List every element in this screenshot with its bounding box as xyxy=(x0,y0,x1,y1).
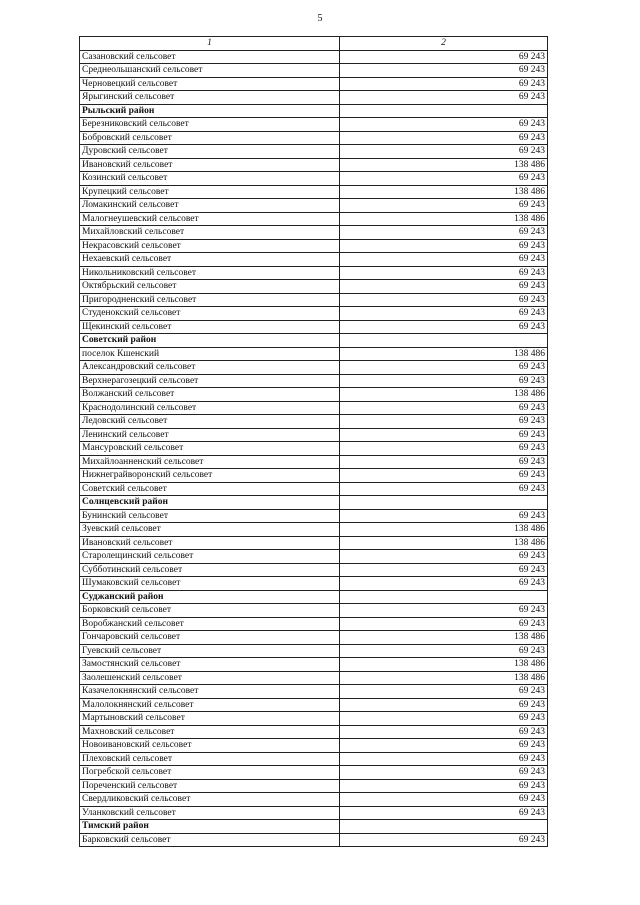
amount-cell: 138 486 xyxy=(340,158,548,172)
table-row xyxy=(80,50,548,64)
amount-cell xyxy=(340,334,548,348)
amount-cell: 138 486 xyxy=(340,536,548,550)
table-row xyxy=(80,428,548,442)
table-row xyxy=(80,631,548,645)
table-row xyxy=(80,469,548,483)
municipality-name: Уланковский сельсовет xyxy=(80,806,340,820)
amount-cell: 69 243 xyxy=(340,118,548,132)
district-name: Рыльский район xyxy=(80,104,340,118)
municipality-name: Волжанский сельсовет xyxy=(80,388,340,402)
amount-cell: 138 486 xyxy=(340,523,548,537)
table-row xyxy=(80,374,548,388)
table-row xyxy=(80,725,548,739)
amount-cell: 69 243 xyxy=(340,604,548,618)
municipality-name: Заолешенский сельсовет xyxy=(80,671,340,685)
municipality-name: Шумаковский сельсовет xyxy=(80,577,340,591)
table-row xyxy=(80,266,548,280)
district-row xyxy=(80,590,548,604)
municipality-name: Советский сельсовет xyxy=(80,482,340,496)
amount-cell: 69 243 xyxy=(340,428,548,442)
table-body xyxy=(80,50,548,847)
table-row xyxy=(80,185,548,199)
table-row xyxy=(80,212,548,226)
amount-cell: 69 243 xyxy=(340,361,548,375)
table-header-row xyxy=(80,37,548,51)
table-row xyxy=(80,523,548,537)
amount-cell: 138 486 xyxy=(340,631,548,645)
amount-cell xyxy=(340,820,548,834)
table-row xyxy=(80,712,548,726)
amount-cell: 69 243 xyxy=(340,77,548,91)
municipality-name: Новоивановский сельсовет xyxy=(80,739,340,753)
municipality-name: Бобровский сельсовет xyxy=(80,131,340,145)
amount-cell: 69 243 xyxy=(340,374,548,388)
amount-cell: 69 243 xyxy=(340,320,548,334)
district-row xyxy=(80,496,548,510)
municipality-name: Борковский сельсовет xyxy=(80,604,340,618)
table-row xyxy=(80,739,548,753)
municipality-name: Ивановский сельсовет xyxy=(80,536,340,550)
amount-cell: 69 243 xyxy=(340,442,548,456)
amount-cell: 138 486 xyxy=(340,212,548,226)
municipality-name: Ивановский сельсовет xyxy=(80,158,340,172)
municipality-name: Краснодолинский сельсовет xyxy=(80,401,340,415)
table-row xyxy=(80,118,548,132)
table-row xyxy=(80,320,548,334)
municipality-name: Ленинский сельсовет xyxy=(80,428,340,442)
table-row xyxy=(80,199,548,213)
allocation-table xyxy=(79,36,548,847)
municipality-name: Черновецкий сельсовет xyxy=(80,77,340,91)
amount-cell: 69 243 xyxy=(340,577,548,591)
amount-cell: 69 243 xyxy=(340,401,548,415)
table-row xyxy=(80,644,548,658)
amount-cell: 138 486 xyxy=(340,658,548,672)
municipality-name: Старолещинский сельсовет xyxy=(80,550,340,564)
municipality-name: Мартыновский сельсовет xyxy=(80,712,340,726)
amount-cell: 69 243 xyxy=(340,617,548,631)
amount-cell: 69 243 xyxy=(340,509,548,523)
amount-cell: 69 243 xyxy=(340,172,548,186)
table-row xyxy=(80,280,548,294)
amount-cell: 69 243 xyxy=(340,550,548,564)
municipality-name: Воробжанский сельсовет xyxy=(80,617,340,631)
amount-cell: 69 243 xyxy=(340,469,548,483)
table-row xyxy=(80,347,548,361)
amount-cell: 69 243 xyxy=(340,145,548,159)
amount-cell: 69 243 xyxy=(340,698,548,712)
table-row xyxy=(80,658,548,672)
amount-cell: 69 243 xyxy=(340,293,548,307)
municipality-name: Свердликовский сельсовет xyxy=(80,793,340,807)
municipality-name: Ледовский сельсовет xyxy=(80,415,340,429)
municipality-name: Нижнеграйворонский сельсовет xyxy=(80,469,340,483)
table-row xyxy=(80,577,548,591)
municipality-name: Ломакинский сельсовет xyxy=(80,199,340,213)
table-row xyxy=(80,388,548,402)
municipality-name: поселок Кшенский xyxy=(80,347,340,361)
page-number: 5 xyxy=(317,13,323,24)
table-row xyxy=(80,698,548,712)
district-name: Тимский район xyxy=(80,820,340,834)
amount-cell: 69 243 xyxy=(340,739,548,753)
table-row xyxy=(80,455,548,469)
amount-cell: 69 243 xyxy=(340,266,548,280)
municipality-name: Малогнеушевский сельсовет xyxy=(80,212,340,226)
amount-cell: 138 486 xyxy=(340,388,548,402)
amount-cell: 69 243 xyxy=(340,712,548,726)
table-row xyxy=(80,685,548,699)
district-row xyxy=(80,334,548,348)
amount-cell: 69 243 xyxy=(340,253,548,267)
municipality-name: Пригородненский сельсовет xyxy=(80,293,340,307)
amount-cell: 69 243 xyxy=(340,482,548,496)
amount-cell: 69 243 xyxy=(340,199,548,213)
municipality-name: Махновский сельсовет xyxy=(80,725,340,739)
municipality-name: Некрасовский сельсовет xyxy=(80,239,340,253)
municipality-name: Михайлоанненский сельсовет xyxy=(80,455,340,469)
table-row xyxy=(80,550,548,564)
table-row xyxy=(80,131,548,145)
table-row xyxy=(80,509,548,523)
district-name: Солнцевский район xyxy=(80,496,340,510)
amount-cell: 69 243 xyxy=(340,226,548,240)
table-row xyxy=(80,833,548,847)
district-row xyxy=(80,820,548,834)
municipality-name: Малолокнянский сельсовет xyxy=(80,698,340,712)
amount-cell: 69 243 xyxy=(340,766,548,780)
municipality-name: Пореченский сельсовет xyxy=(80,779,340,793)
table-row xyxy=(80,145,548,159)
column-header-2: 2 xyxy=(340,37,548,51)
amount-cell xyxy=(340,496,548,510)
amount-cell: 69 243 xyxy=(340,725,548,739)
municipality-name: Октябрьский сельсовет xyxy=(80,280,340,294)
table-row xyxy=(80,253,548,267)
column-header-1: 1 xyxy=(80,37,340,51)
municipality-name: Зуевский сельсовет xyxy=(80,523,340,537)
table-row xyxy=(80,604,548,618)
amount-cell: 69 243 xyxy=(340,455,548,469)
district-row xyxy=(80,104,548,118)
municipality-name: Мансуровский сельсовет xyxy=(80,442,340,456)
table-row xyxy=(80,226,548,240)
amount-cell: 69 243 xyxy=(340,415,548,429)
amount-cell: 69 243 xyxy=(340,280,548,294)
municipality-name: Крупецкий сельсовет xyxy=(80,185,340,199)
table-row xyxy=(80,617,548,631)
table-row xyxy=(80,172,548,186)
table-row xyxy=(80,442,548,456)
table-row xyxy=(80,415,548,429)
municipality-name: Ярыгинский сельсовет xyxy=(80,91,340,105)
table-row xyxy=(80,239,548,253)
municipality-name: Бунинский сельсовет xyxy=(80,509,340,523)
amount-cell xyxy=(340,590,548,604)
table-row xyxy=(80,307,548,321)
table-row xyxy=(80,563,548,577)
amount-cell: 69 243 xyxy=(340,563,548,577)
municipality-name: Гончаровский сельсовет xyxy=(80,631,340,645)
municipality-name: Казачелокнянский сельсовет xyxy=(80,685,340,699)
municipality-name: Верхнерагозецкий сельсовет xyxy=(80,374,340,388)
table-row xyxy=(80,361,548,375)
municipality-name: Замостянский сельсовет xyxy=(80,658,340,672)
municipality-name: Среднеольшанский сельсовет xyxy=(80,64,340,78)
municipality-name: Студенокский сельсовет xyxy=(80,307,340,321)
municipality-name: Барковский сельсовет xyxy=(80,833,340,847)
municipality-name: Гуевский сельсовет xyxy=(80,644,340,658)
municipality-name: Сазановский сельсовет xyxy=(80,50,340,64)
table-row xyxy=(80,482,548,496)
municipality-name: Дуровский сельсовет xyxy=(80,145,340,159)
table-row xyxy=(80,671,548,685)
table-row xyxy=(80,779,548,793)
municipality-name: Александровский сельсовет xyxy=(80,361,340,375)
table-row xyxy=(80,752,548,766)
district-name: Суджанский район xyxy=(80,590,340,604)
amount-cell: 69 243 xyxy=(340,779,548,793)
table-row xyxy=(80,77,548,91)
amount-cell: 69 243 xyxy=(340,644,548,658)
amount-cell: 138 486 xyxy=(340,185,548,199)
table-row xyxy=(80,536,548,550)
municipality-name: Михайловский сельсовет xyxy=(80,226,340,240)
amount-cell: 69 243 xyxy=(340,131,548,145)
amount-cell: 69 243 xyxy=(340,239,548,253)
amount-cell xyxy=(340,104,548,118)
amount-cell: 69 243 xyxy=(340,793,548,807)
amount-cell: 69 243 xyxy=(340,806,548,820)
table-row xyxy=(80,64,548,78)
amount-cell: 69 243 xyxy=(340,50,548,64)
amount-cell: 138 486 xyxy=(340,671,548,685)
municipality-name: Субботинский сельсовет xyxy=(80,563,340,577)
municipality-name: Нехаевский сельсовет xyxy=(80,253,340,267)
table-row xyxy=(80,806,548,820)
amount-cell: 69 243 xyxy=(340,685,548,699)
municipality-name: Плеховский сельсовет xyxy=(80,752,340,766)
amount-cell: 69 243 xyxy=(340,833,548,847)
municipality-name: Березниковский сельсовет xyxy=(80,118,340,132)
table-row xyxy=(80,793,548,807)
amount-cell: 69 243 xyxy=(340,91,548,105)
table-row xyxy=(80,293,548,307)
table-row xyxy=(80,401,548,415)
municipality-name: Козинский сельсовет xyxy=(80,172,340,186)
table-row xyxy=(80,766,548,780)
amount-cell: 138 486 xyxy=(340,347,548,361)
municipality-name: Никольниковский сельсовет xyxy=(80,266,340,280)
table-row xyxy=(80,91,548,105)
amount-cell: 69 243 xyxy=(340,752,548,766)
municipality-name: Погребской сельсовет xyxy=(80,766,340,780)
municipality-name: Щекинский сельсовет xyxy=(80,320,340,334)
amount-cell: 69 243 xyxy=(340,307,548,321)
district-name: Советский район xyxy=(80,334,340,348)
table-row xyxy=(80,158,548,172)
amount-cell: 69 243 xyxy=(340,64,548,78)
